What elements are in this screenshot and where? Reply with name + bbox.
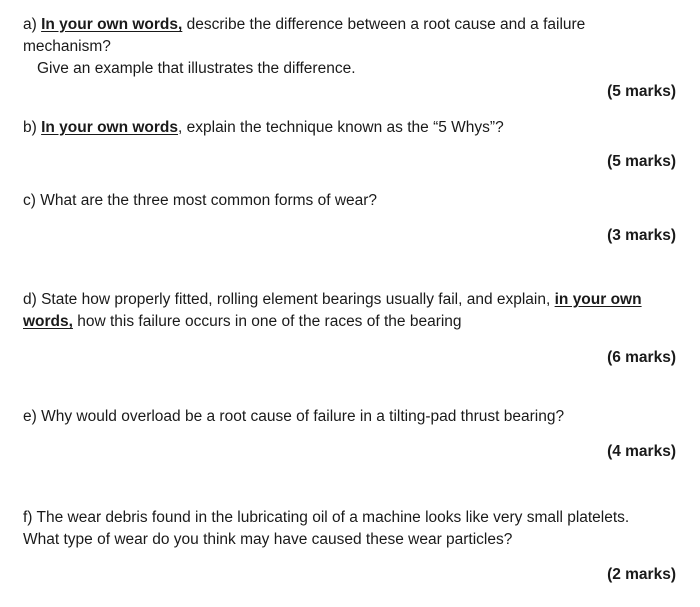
question-f [23, 507, 678, 551]
question-b-emphasis: In your own words [41, 119, 179, 136]
question-a-line-1 [23, 14, 678, 36]
question-d-emphasis-2: words, [23, 313, 73, 330]
question-b-line-1 [23, 117, 678, 139]
question-a-line-3: Give an example that illustrates the difference. [37, 60, 356, 77]
question-b-text: , explain the technique known as the “5 Whys”? [178, 119, 504, 136]
question-e-marks: (4 marks) [607, 443, 676, 460]
question-a-emphasis: In your own words, [41, 16, 183, 33]
question-a-text: describe the difference between a root cause and a failure [182, 16, 586, 33]
question-d-text: how this failure occurs in one of the races of the bearing [72, 313, 462, 330]
question-d [23, 289, 678, 333]
question-a-line-2: mechanism? [23, 38, 111, 55]
question-c-marks: (3 marks) [607, 227, 676, 244]
question-b-marks: (5 marks) [607, 153, 676, 170]
question-b-prefix: b) [23, 119, 42, 136]
question-b [23, 117, 678, 139]
question-d-line-1 [23, 289, 678, 311]
question-d-prefix: d) State how properly fitted, rolling element bearings usually fail, and explain, [23, 291, 555, 308]
question-d-emphasis-1: in your own [554, 291, 642, 308]
question-e [23, 406, 678, 428]
question-a-prefix: a) [23, 16, 42, 33]
question-d-line-2 [23, 311, 678, 333]
question-a [23, 14, 678, 80]
question-c-line-1: c) What are the three most common forms of wear? [23, 192, 378, 209]
question-e-line-1: e) Why would overload be a root cause of failure in a tilting-pad thrust bearing? [23, 408, 565, 425]
question-f-line-2: What type of wear do you think may have caused these wear particles? [23, 531, 513, 548]
question-a-marks: (5 marks) [607, 83, 676, 100]
question-f-line-1: f) The wear debris found in the lubricating oil of a machine looks like very small platelets. [23, 509, 630, 526]
question-c [23, 190, 678, 212]
question-d-marks: (6 marks) [607, 349, 676, 366]
question-f-marks: (2 marks) [607, 566, 676, 583]
